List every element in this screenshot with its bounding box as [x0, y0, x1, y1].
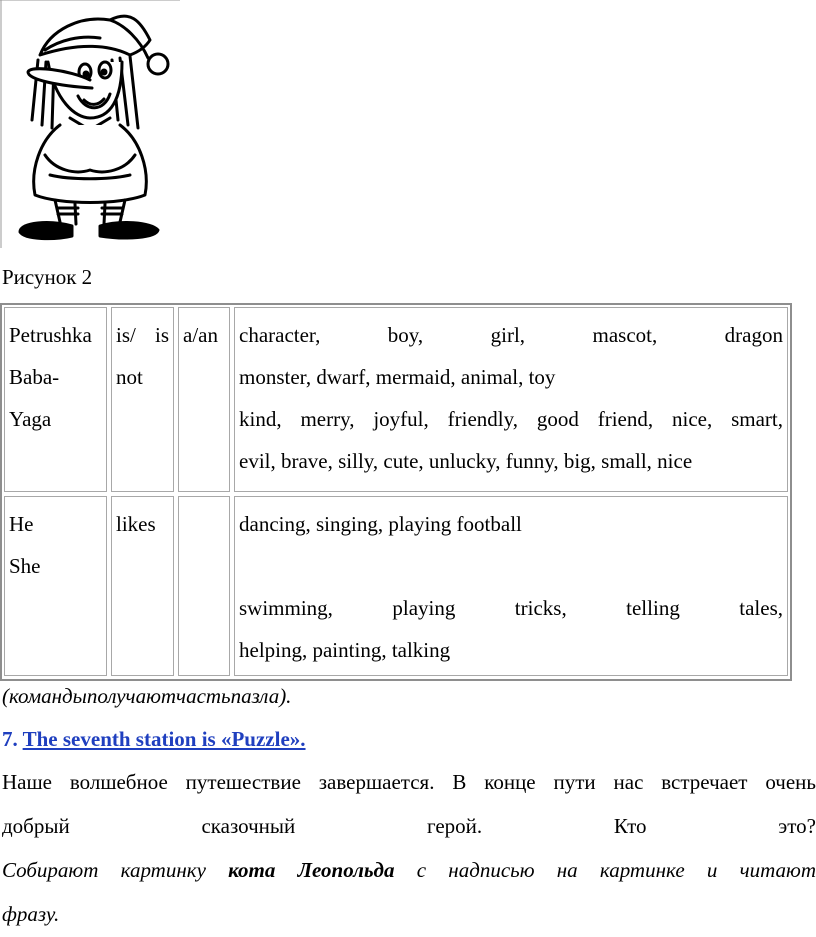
row1-verb-cell: [111, 307, 174, 492]
instruction-line-2: фразу.: [2, 902, 60, 926]
row2-words-line-3: swimming, playing tricks, telling tales,: [239, 596, 783, 620]
row1-words-cell: [234, 307, 788, 492]
story-line-1: Наше волшебное путешествие завершается. В конце пути нас встречает очень: [2, 770, 816, 794]
row1-words-line-3: kind, merry, joyful, friendly, good friend, nice, smart,: [239, 407, 783, 431]
story-line-2: добрый сказочный герой. Кто это?: [2, 814, 816, 838]
row2-verb-cell: [111, 496, 174, 676]
row1-words-line-4: evil, brave, silly, cute, unlucky, funny, big, small, nice: [239, 449, 693, 473]
row2-verb: likes: [116, 512, 156, 536]
row2-words-line-4: helping, painting, talking: [239, 638, 451, 662]
row2-words-line-2: [239, 545, 783, 587]
row2-subject-cell: [4, 496, 107, 676]
row2-words-cell: [234, 496, 788, 676]
row2-subject-2: She: [9, 554, 41, 578]
row1-article: a/an: [183, 323, 218, 347]
row2-subject-1: He: [9, 512, 34, 536]
row1-words-line-1: character, boy, girl, mascot, dragon: [239, 323, 783, 347]
instruction-line-1: [2, 848, 816, 892]
story-paragraph: [2, 760, 816, 848]
row1-words-line-2: monster, dwarf, mermaid, animal, toy: [239, 365, 556, 389]
row1-subject-3: Yaga: [9, 407, 52, 431]
row1-verb-2: not: [116, 365, 143, 389]
instruction-paragraph: [2, 848, 816, 936]
instruction-after: с надписью на картинке и читают: [416, 858, 816, 882]
row1-article-cell: [178, 307, 230, 492]
teams-note: (командыполучаютчастьпазла).: [2, 684, 292, 708]
row2-article-cell: [178, 496, 230, 676]
row1-subject-cell: [4, 307, 107, 492]
figure-caption: Рисунок 2: [2, 265, 93, 289]
row2-article: [183, 503, 225, 545]
row1-subject-2: Baba-: [9, 365, 60, 389]
petrushka-illustration: [0, 0, 180, 248]
instruction-bold: кота Леопольда: [228, 858, 395, 882]
station-heading: [2, 727, 306, 752]
row1-subject-1: Petrushka: [9, 323, 92, 347]
station-title-link[interactable]: The seventh station is «Puzzle».: [22, 727, 306, 751]
row2-words-line-1: dancing, singing, playing football: [239, 512, 522, 536]
station-number: 7.: [2, 727, 18, 751]
instruction-before: Собирают картинку: [2, 858, 206, 882]
vocabulary-table: [0, 303, 792, 681]
row1-verb-1: is/ is: [116, 323, 169, 347]
